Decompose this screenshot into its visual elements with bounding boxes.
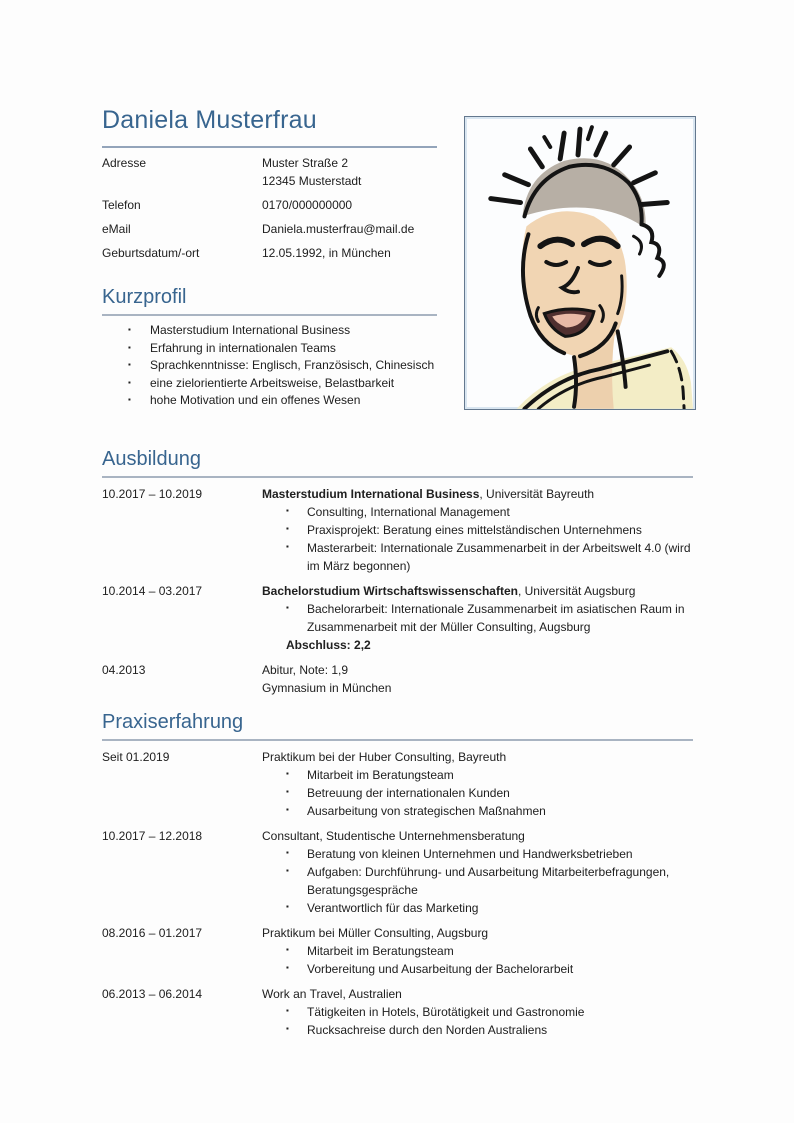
entry-bullet [262, 863, 693, 899]
bullet-square-icon: ▪ [286, 787, 289, 796]
entry-body [262, 661, 693, 697]
section-kurzprofil [102, 284, 482, 410]
entry-bullets [262, 845, 693, 917]
cv-entry [102, 827, 693, 917]
entry-date: 10.2017 – 10.2019 [102, 487, 203, 501]
section-title-praxiserfahrung: Praxiserfahrung [102, 711, 244, 733]
contact-value-line: Muster Straße 2 [262, 156, 349, 170]
entry-bullet [262, 1003, 693, 1021]
profile-list [102, 322, 482, 410]
entry-bullet-text: Verantwortlich für das Marketing [307, 901, 479, 915]
entry-date: 04.2013 [102, 663, 146, 677]
entry-title-main: Bachelorstudium Wirtschaftswissenschaften [262, 584, 518, 598]
profile-item-text: eine zielorientierte Arbeitsweise, Belastbarkeit [150, 375, 395, 390]
contact-value-line: Daniela.musterfrau@mail.de [262, 222, 415, 236]
entry-bullets [262, 600, 693, 636]
cv-entry [102, 485, 693, 575]
contact-block [102, 154, 462, 268]
cv-entry [102, 985, 693, 1039]
entry-bullet-text: Mitarbeit im Beratungsteam [307, 768, 454, 782]
contact-label: Adresse [102, 156, 147, 170]
bullet-square-icon: ▪ [128, 342, 131, 352]
section-praxiserfahrung [102, 709, 693, 1039]
cv-entry [102, 582, 693, 654]
bullet-square-icon: ▪ [128, 360, 131, 369]
entry-body [262, 485, 693, 575]
entry-bullet-text: Mitarbeit im Beratungsteam [307, 944, 454, 958]
bullet-square-icon: ▪ [286, 524, 289, 533]
entry-title: Work an Travel, Australien [262, 987, 402, 1001]
entry-bullet [262, 503, 693, 521]
entry-title-sub: , Universität Augsburg [517, 584, 636, 598]
entry-bullet-text: Aufgaben: Durchführung- und Ausarbeitung Mitarbeiterbefragungen, Beratungsgespräche [307, 865, 670, 897]
bullet-square-icon: ▪ [286, 1006, 289, 1015]
entry-bullet-text: Betreuung der internationalen Kunden [307, 786, 510, 800]
entry-bullets [262, 766, 693, 820]
contact-row [102, 196, 462, 214]
entry-body [262, 827, 693, 917]
bullet-square-icon: ▪ [286, 945, 289, 954]
cv-entry [102, 661, 693, 697]
contact-value-line: 12345 Musterstadt [262, 174, 362, 188]
entry-body [262, 924, 693, 978]
contact-label: eMail [102, 222, 131, 236]
profile-item [102, 340, 482, 358]
entry-bullets [262, 503, 693, 575]
bullet-square-icon: ▪ [286, 866, 289, 875]
entry-date: 10.2014 – 03.2017 [102, 584, 203, 598]
entry-title-main: Masterstudium International Business [262, 487, 480, 501]
entry-bullet [262, 600, 693, 636]
cv-entry [102, 924, 693, 978]
contact-row [102, 154, 462, 190]
entry-note-bold: Abschluss: 2,2 [286, 638, 371, 652]
entry-date: 08.2016 – 01.2017 [102, 926, 203, 940]
entry-bullet [262, 766, 693, 784]
contact-value [262, 196, 462, 214]
bullet-square-icon: ▪ [286, 1024, 289, 1033]
profile-item-text: Sprachkenntnisse: Englisch, Französisch, Chinesisch [150, 358, 435, 372]
entry-bullet-text: Praxisprojekt: Beratung eines mittelständischen Unternehmens [307, 523, 642, 537]
section-divider [102, 739, 693, 741]
entry-bullet [262, 960, 693, 978]
entry-extra-line: Gymnasium in München [262, 681, 392, 695]
contact-label: Geburtsdatum/-ort [102, 246, 200, 260]
entry-bullets [262, 1003, 693, 1039]
contact-value [262, 154, 462, 190]
section-title-ausbildung: Ausbildung [102, 448, 201, 470]
experience-entries [102, 748, 693, 1039]
entry-date: Seit 01.2019 [102, 750, 170, 764]
bullet-square-icon: ▪ [128, 395, 131, 404]
entry-title: Abitur, Note: 1,9 [262, 663, 349, 677]
entry-body [262, 748, 693, 820]
entry-bullet-text: Consulting, International Management [307, 505, 510, 519]
cv-entry [102, 748, 693, 820]
portrait-sketch [465, 117, 695, 409]
entry-title: Praktikum bei der Huber Consulting, Bayreuth [262, 750, 507, 764]
profile-item-text: Masterstudium International Business [150, 323, 351, 337]
entry-bullet [262, 521, 693, 539]
entry-bullets [262, 942, 693, 978]
profile-item [102, 357, 482, 375]
contact-value-line: 0170/000000000 [262, 198, 353, 212]
entry-bullet [262, 942, 693, 960]
person-name: Daniela Musterfrau [102, 106, 317, 134]
entry-bullet-text: Tätigkeiten in Hotels, Bürotätigkeit und Gastronomie [307, 1005, 585, 1019]
profile-item-text: hohe Motivation und ein offenes Wesen [150, 393, 361, 407]
contact-value [262, 244, 462, 262]
entry-bullet [262, 539, 693, 575]
entry-bullet-text: Ausarbeitung von strategischen Maßnahmen [307, 804, 546, 818]
entry-body [262, 582, 693, 654]
entry-bullet [262, 845, 693, 863]
section-title-kurzprofil: Kurzprofil [102, 286, 187, 308]
bullet-square-icon: ▪ [286, 769, 289, 778]
entry-date: 06.2013 – 06.2014 [102, 987, 203, 1001]
contact-row [102, 220, 462, 238]
profile-item [102, 392, 482, 410]
bullet-square-icon: ▪ [286, 542, 289, 551]
bullet-square-icon: ▪ [128, 377, 131, 387]
entry-title: Consultant, Studentische Unternehmensberatung [262, 829, 525, 843]
entry-title [262, 582, 693, 600]
contact-value [262, 220, 462, 238]
profile-item [102, 322, 482, 340]
entry-bullet-text: Masterarbeit: Internationale Zusammenarbeit in der Arbeitswelt 4.0 (wird im März begonnen) [307, 541, 691, 573]
entry-title [262, 485, 693, 503]
entry-bullet [262, 784, 693, 802]
bullet-square-icon: ▪ [286, 963, 289, 972]
name-divider [102, 146, 437, 148]
entry-bullet-text: Bachelorarbeit: Internationale Zusammenarbeit im asiatischen Raum in Zusammenarbeit mit der Müller Consulting, Augsburg [307, 602, 685, 634]
portrait-photo [464, 116, 696, 410]
entry-bullet [262, 802, 693, 820]
section-divider [102, 476, 693, 478]
contact-label: Telefon [102, 198, 141, 212]
education-entries [102, 485, 693, 697]
entry-bullet-text: Rucksachreise durch den Norden Australiens [307, 1023, 548, 1037]
entry-body [262, 985, 693, 1039]
entry-date: 10.2017 – 12.2018 [102, 829, 203, 843]
profile-item-text: Erfahrung in internationalen Teams [150, 340, 336, 355]
contact-row [102, 244, 462, 262]
entry-title-sub: , Universität Bayreuth [479, 487, 595, 501]
bullet-square-icon: ▪ [286, 902, 289, 911]
bullet-square-icon: ▪ [286, 848, 289, 857]
section-ausbildung [102, 446, 693, 697]
bullet-square-icon: ▪ [128, 325, 131, 334]
entry-bullet-text: Vorbereitung und Ausarbeitung der Bachelorarbeit [307, 962, 574, 976]
contact-value-line: 12.05.1992, in München [262, 246, 391, 260]
bullet-square-icon: ▪ [286, 506, 289, 515]
bullet-square-icon: ▪ [286, 603, 289, 612]
section-divider [102, 314, 437, 316]
entry-bullet [262, 899, 693, 917]
profile-item [102, 375, 482, 393]
entry-title: Praktikum bei Müller Consulting, Augsburg [262, 926, 489, 940]
bullet-square-icon: ▪ [286, 805, 289, 814]
entry-bullet [262, 1021, 693, 1039]
entry-bullet-text: Beratung von kleinen Unternehmen und Handwerksbetrieben [307, 847, 633, 861]
